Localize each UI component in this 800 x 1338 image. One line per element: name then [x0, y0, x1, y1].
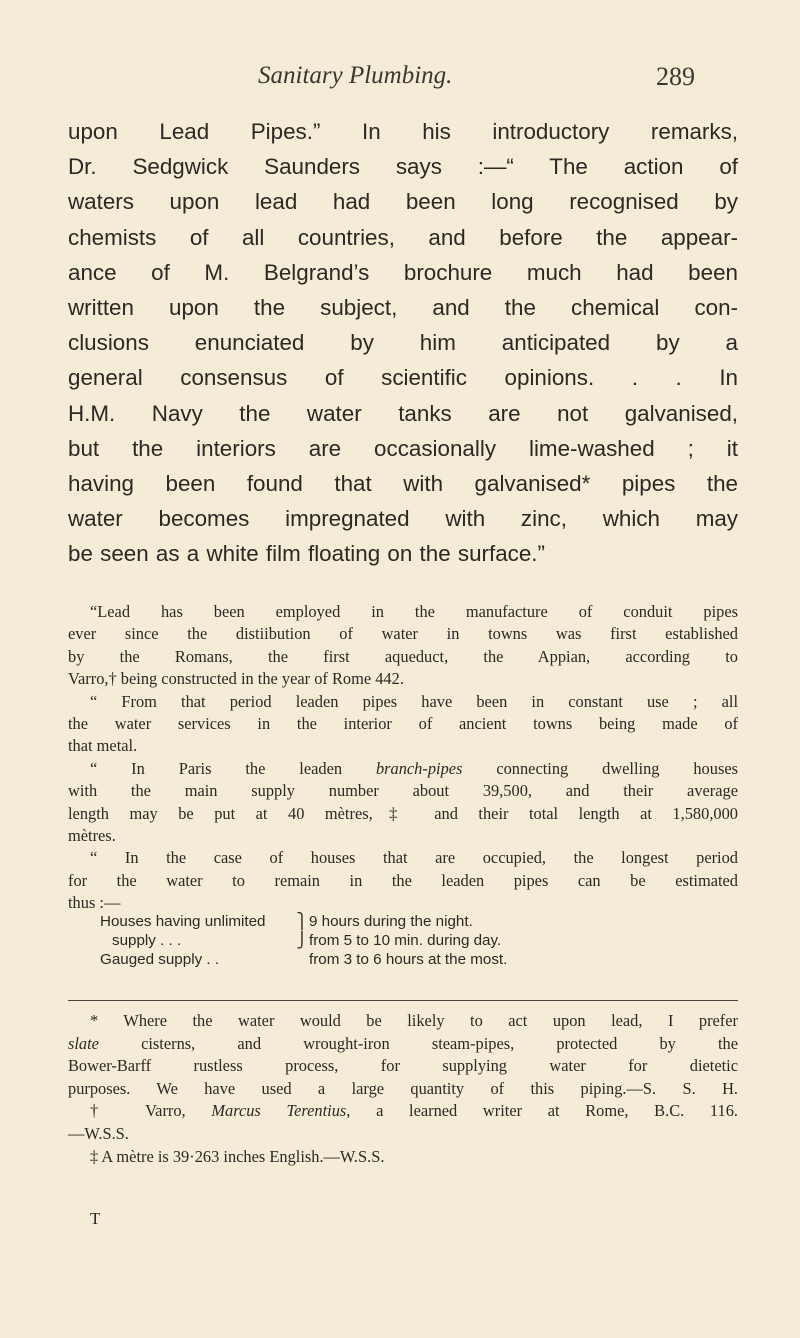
footnote-line: Bower-Barff rustless process, for supplying water for dietetic — [68, 1056, 738, 1076]
quote-line: ever since the distiibution of water in towns was first established — [68, 624, 738, 644]
body-line: upon Lead Pipes.” In his introductory remarks, — [68, 119, 738, 144]
quote-line: thus :— — [68, 893, 121, 913]
quote-fragment: connecting dwelling houses — [462, 758, 738, 778]
quote-line — [68, 758, 738, 780]
body-line: chemists of all countries, and before the appear- — [68, 224, 738, 250]
quoted-extract — [68, 601, 738, 915]
retention-table — [100, 912, 720, 969]
quote-line: by the Romans, the first aqueduct, the Appian, according to — [68, 646, 738, 666]
footnote-line: * Where the water would be likely to act upon lead, I prefer — [90, 1011, 738, 1030]
quote-emphasis: branch-pipes — [375, 758, 463, 778]
body-line: water becomes impregnated with zinc, which may — [68, 506, 738, 532]
body-line: Dr. Sedgwick Saunders says :—“ The action of — [68, 154, 738, 180]
body-line: general consensus of scientific opinions. . . In — [68, 365, 738, 391]
quote-line: that metal. — [68, 736, 138, 756]
table-cell: from 3 to 6 hours at the most. — [309, 951, 508, 968]
table-cell: supply . . . — [112, 932, 182, 949]
quote-line: length may be put at 40 mètres,‡ and their total length at 1,580,000 — [68, 803, 738, 823]
brace-bottom: ⎭ — [296, 932, 308, 949]
quote-line: Varro,† being constructed in the year of Rome 442. — [68, 669, 404, 689]
table-cell: Gauged supply . . — [100, 951, 220, 968]
footnotes — [68, 1010, 738, 1168]
footnote-line: ‡ A mètre is 39·263 inches English.—W.S.S. — [90, 1146, 385, 1166]
footnote-fragment: † Varro, — [90, 1101, 212, 1121]
body-line: be seen as a white film floating on the surface.” — [68, 541, 545, 567]
signature-mark: T — [90, 1209, 101, 1228]
page-number: 289 — [656, 62, 695, 91]
footnote-line: purposes. We have used a large quantity of this piping.—S. S. H. — [68, 1078, 738, 1098]
brace-top: ⎫ — [296, 913, 308, 930]
table-cell: 9 hours during the night. — [309, 913, 473, 930]
quote-line: “ From that period leaden pipes have been in constant use ; all — [90, 691, 738, 711]
quote-line: with the main supply number about 39,500, and their average — [68, 781, 738, 801]
footnote-fragment: cisterns, and wrought-iron steam-pipes, protected by the — [98, 1033, 738, 1053]
page-header — [0, 62, 800, 102]
body-line: written upon the subject, and the chemical con- — [68, 295, 738, 321]
footnote-divider — [68, 1000, 738, 1001]
main-paragraph — [68, 114, 738, 572]
quote-line: the water services in the interior of ancient towns being made of — [68, 714, 738, 734]
footnote-line — [68, 1033, 738, 1056]
running-title: Sanitary Plumbing. — [258, 62, 453, 89]
table-cell: Houses having unlimited — [100, 913, 266, 930]
body-line: having been found that with galvanised* pipes the — [68, 471, 738, 497]
footnote-fragment: , a learned writer at Rome, B.C. 116. — [346, 1101, 738, 1121]
body-line: H.M. Navy the water tanks are not galvanised, — [68, 400, 738, 426]
quote-line: mètres. — [68, 826, 116, 846]
footnote-line — [68, 1100, 738, 1123]
table-cell: from 5 to 10 min. during day. — [309, 932, 502, 949]
footnote-emphasis: Marcus Terentius — [211, 1101, 347, 1121]
table-spacer — [295, 950, 309, 969]
table-row — [100, 931, 720, 950]
body-line: waters upon lead had been long recognised by — [68, 189, 738, 215]
body-line: but the interiors are occasionally lime-washed ; it — [68, 435, 738, 461]
footnote-emphasis: slate — [68, 1033, 99, 1053]
quote-line: for the water to remain in the leaden pipes can be estimated — [68, 870, 738, 890]
quote-line: “Lead has been employed in the manufacture of conduit pipes — [90, 602, 738, 621]
table-row — [100, 950, 720, 969]
table-row — [100, 912, 720, 931]
quote-fragment: “ In Paris the leaden — [90, 758, 376, 778]
body-line: clusions enunciated by him anticipated by a — [68, 330, 738, 356]
quote-line: “ In the case of houses that are occupied, the longest period — [90, 848, 738, 868]
footnote-line: —W.S.S. — [68, 1123, 129, 1143]
body-line: ance of M. Belgrand’s brochure much had been — [68, 259, 738, 285]
